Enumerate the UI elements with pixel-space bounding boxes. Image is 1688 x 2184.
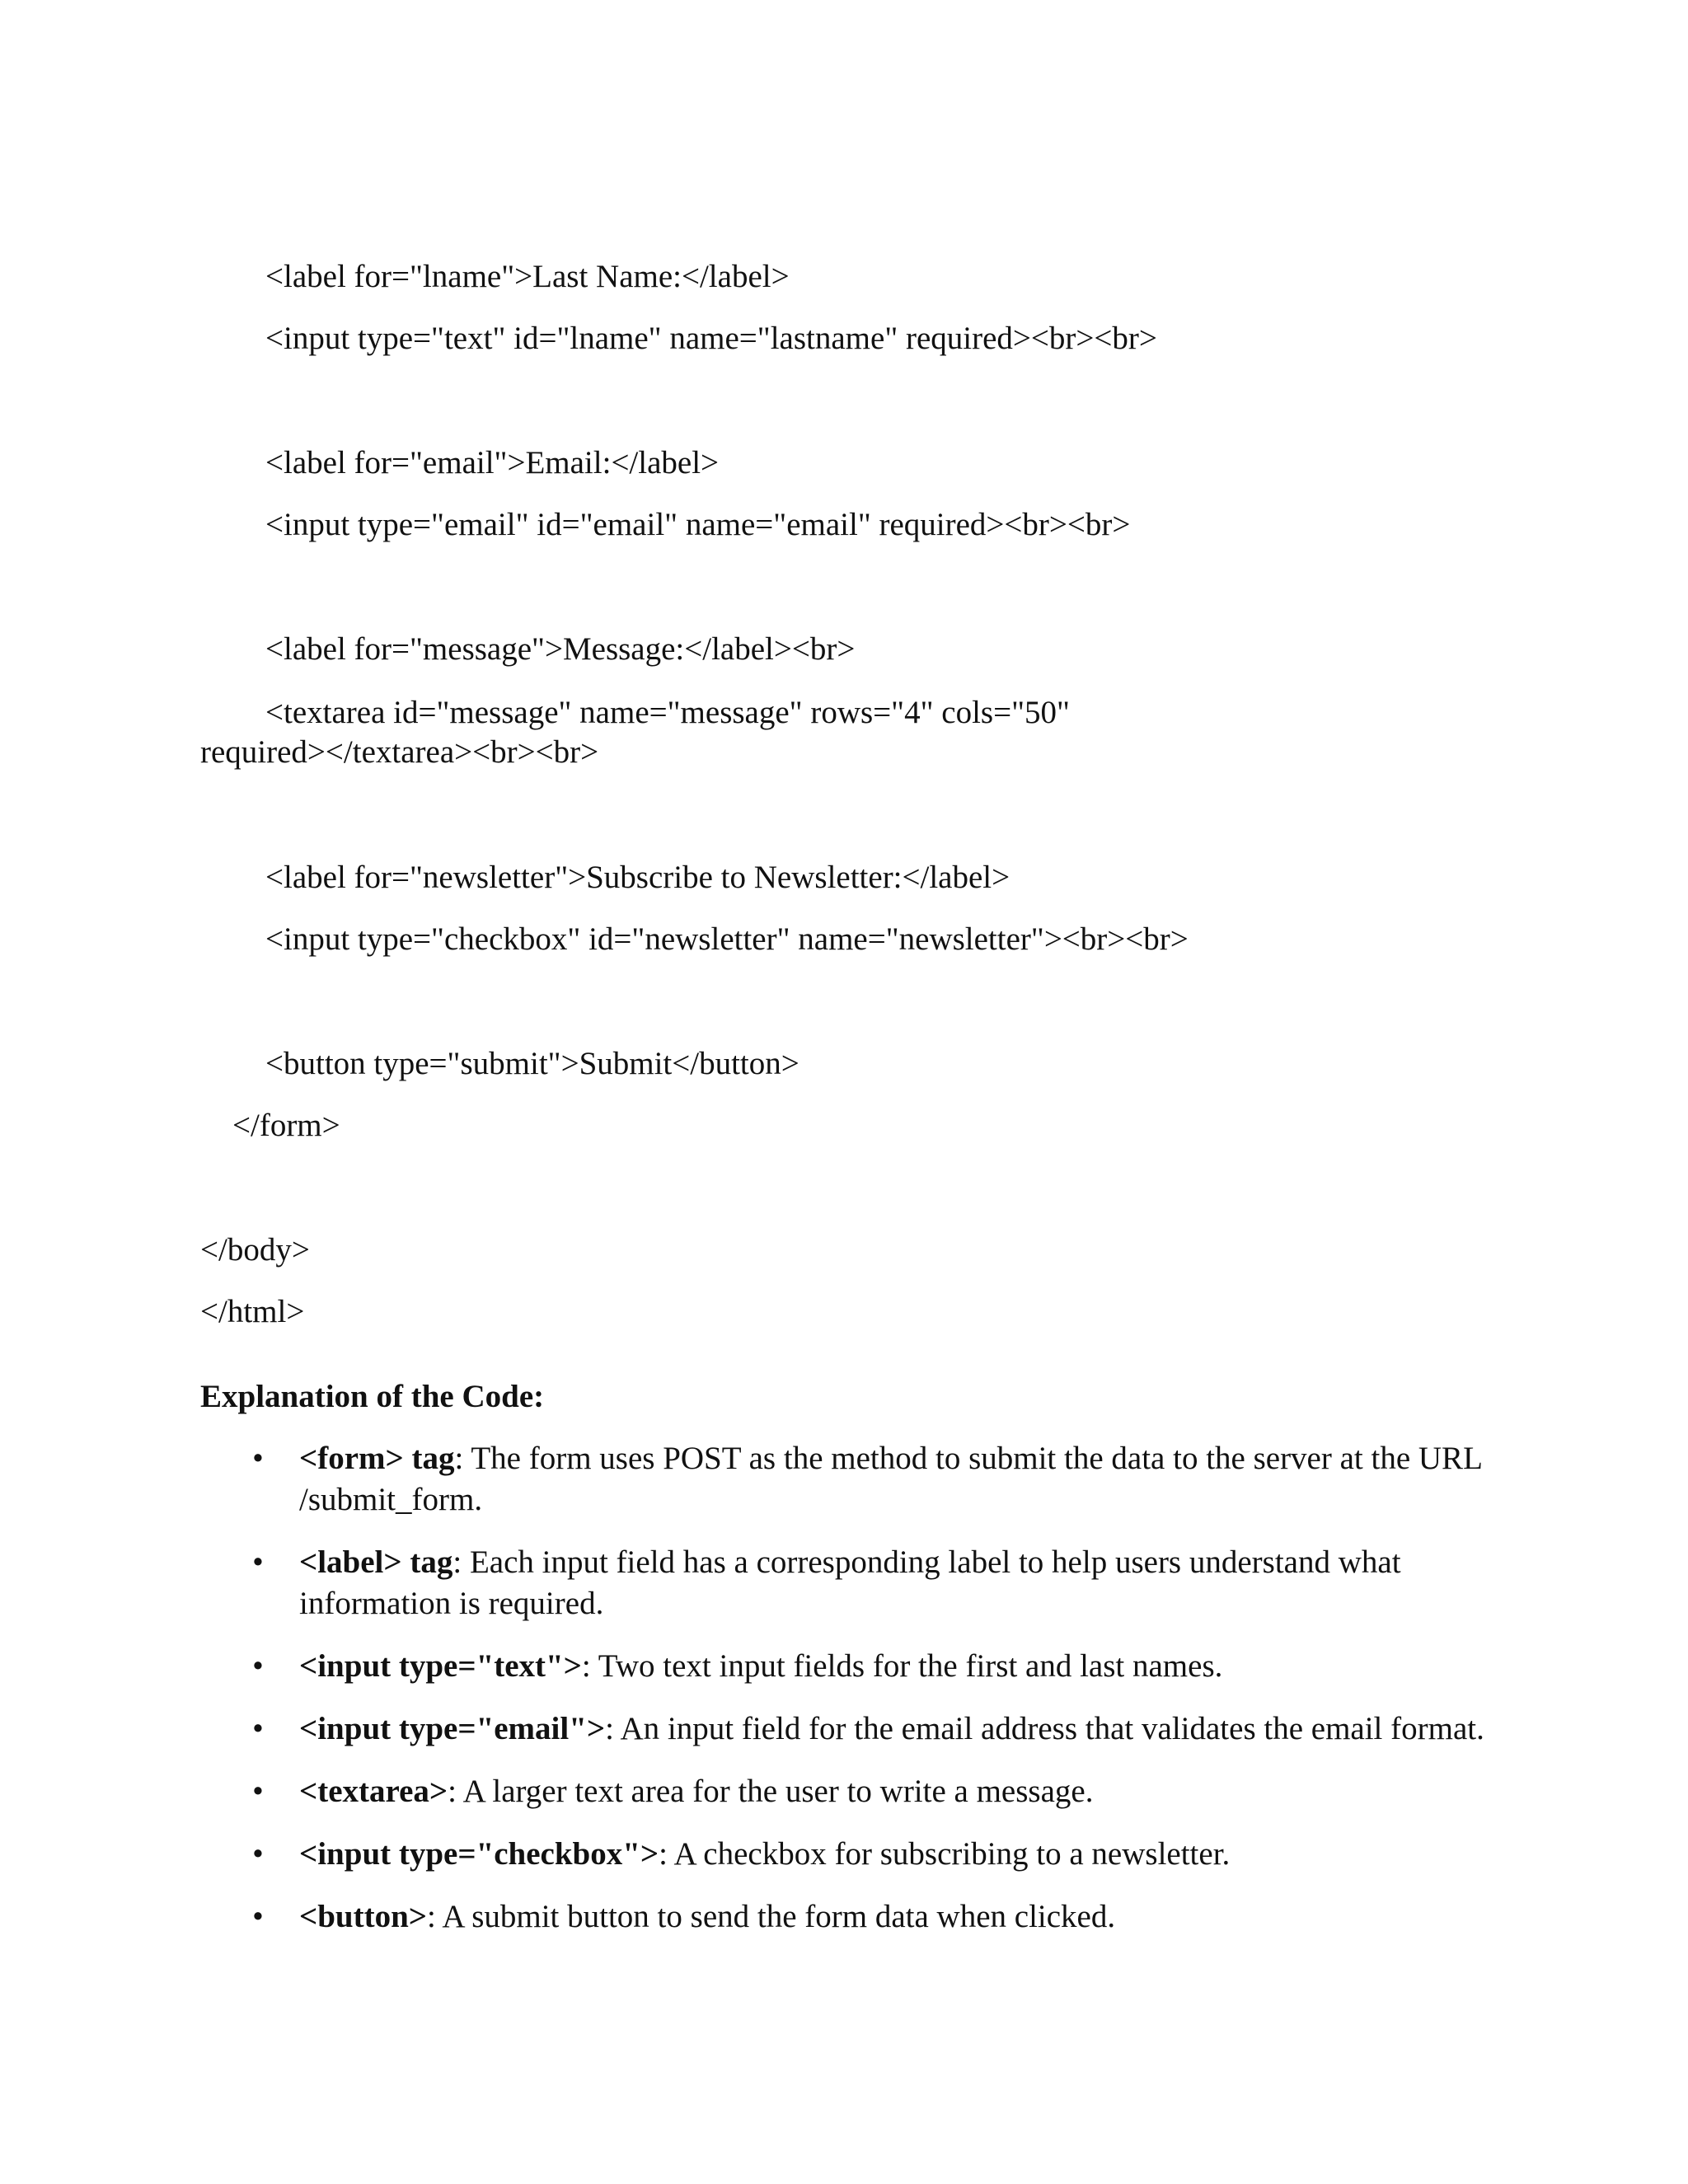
bullet-text: : An input field for the email address that validates the email format. — [605, 1711, 1484, 1746]
list-item — [200, 1771, 1486, 1812]
bullet-text: : Each input field has a corresponding label to help users understand what information is required. — [299, 1544, 1401, 1621]
bullet-icon: • — [252, 1441, 264, 1476]
bullet-term: <button> — [299, 1899, 427, 1934]
bullet-text: : A larger text area for the user to write a message. — [448, 1774, 1094, 1809]
code-line-textarea-start: <textarea id="message" name="message" rows="4" cols="50" — [265, 695, 1070, 730]
code-line-textarea-end: required></textarea><br><br> — [200, 734, 599, 770]
bullet-text: : Two text input fields for the first and last names. — [581, 1648, 1223, 1684]
code-line-lname-input: <input type="text" id="lname" name="lastname" required><br><br> — [265, 321, 1157, 356]
code-line-newsletter-input: <input type="checkbox" id="newsletter" name="newsletter"><br><br> — [265, 921, 1189, 957]
bullet-term: <input type="checkbox"> — [299, 1836, 659, 1872]
explanation-heading: Explanation of the Code: — [200, 1379, 545, 1414]
bullet-icon: • — [252, 1544, 264, 1580]
code-line-html-close: </html> — [200, 1294, 305, 1329]
bullet-text: : The form uses POST as the method to submit the data to the server at the URL /submit_form. — [299, 1441, 1482, 1517]
list-item — [200, 1708, 1486, 1750]
code-line-email-input: <input type="email" id="email" name="email" required><br><br> — [265, 507, 1131, 542]
code-line-lname-label: <label for="lname">Last Name:</label> — [265, 259, 790, 294]
code-line-submit-button: <button type="submit">Submit</button> — [265, 1046, 799, 1081]
bullet-icon: • — [252, 1899, 264, 1934]
code-line-message-label: <label for="message">Message:</label><br> — [265, 631, 856, 667]
list-item — [200, 1438, 1486, 1521]
bullet-term: <textarea> — [299, 1774, 448, 1809]
bullet-icon: • — [252, 1711, 264, 1746]
code-line-body-close: </body> — [200, 1232, 310, 1268]
code-line-newsletter-label: <label for="newsletter">Subscribe to Newsletter:</label> — [265, 860, 1010, 895]
bullet-icon: • — [252, 1648, 264, 1684]
bullet-text: : A checkbox for subscribing to a newsletter. — [659, 1836, 1231, 1872]
code-line-form-close: </form> — [232, 1108, 340, 1143]
bullet-icon: • — [252, 1836, 264, 1872]
bullet-term: <input type="text"> — [299, 1648, 582, 1684]
bullet-term: <label> tag — [299, 1544, 453, 1580]
code-line-email-label: <label for="email">Email:</label> — [265, 445, 720, 480]
bullet-text: : A submit button to send the form data when clicked. — [427, 1899, 1116, 1934]
bullet-term: <form> tag — [299, 1441, 455, 1476]
list-item — [200, 1834, 1486, 1875]
bullet-term: <input type="email"> — [299, 1711, 606, 1746]
list-item — [200, 1896, 1486, 1938]
explanation-list — [200, 1438, 1486, 1959]
bullet-icon: • — [252, 1774, 264, 1809]
list-item — [200, 1542, 1486, 1624]
list-item — [200, 1646, 1486, 1687]
